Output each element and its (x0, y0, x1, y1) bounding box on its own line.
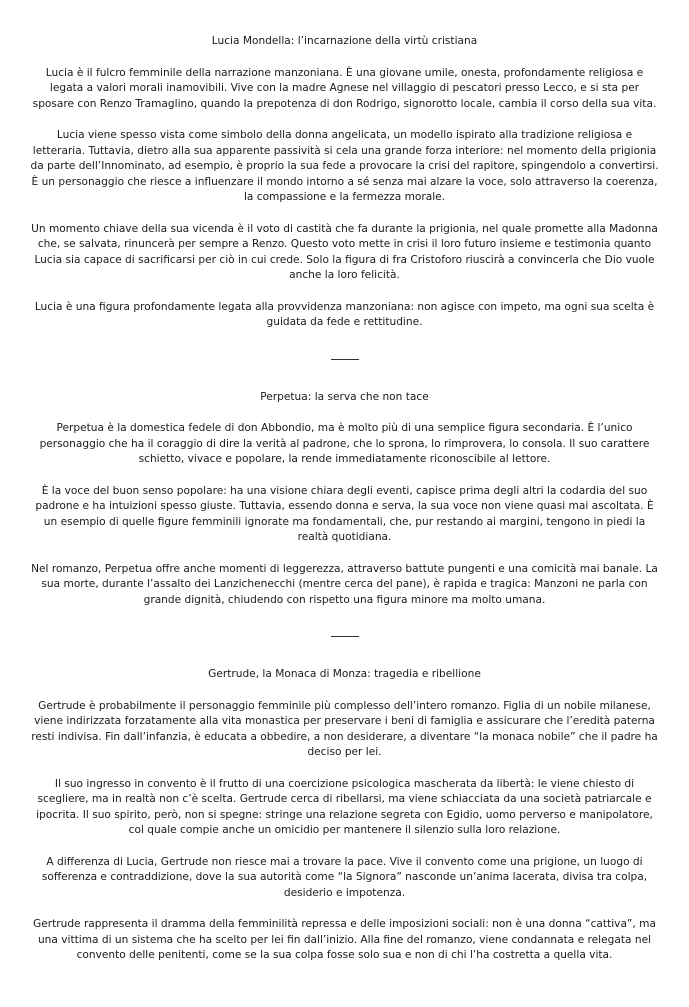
paragraph: Gertrude rappresenta il dramma della femminilità repressa e delle imposizioni sociali: non è una donna “cattiva”, ma una vittima di un sistema che ha scelto per lei fin dall’inizio. Alla fine del romanzo, viene condannata e relegata nel convento delle penitenti, come se la sua colpa fosse solo sua e non di chi l’ha costretta a quella vita. (33, 918, 656, 961)
section-perpetua (30, 390, 659, 609)
section-title: Lucia Mondella: l’incarnazione della virtù cristiana (211, 35, 478, 47)
paragraph: Un momento chiave della sua vicenda è il voto di castità che fa durante la prigionia, nel quale promette alla Madonna che, se salvata, rinuncerà per sempre a Renzo. Questo voto mette in crisi il loro futuro insieme e testimonia quanto Lucia sia capace di sacrificarsi per ciò in cui crede. Solo la figura di fra Cristoforo riuscirà a convincerla che Dio vuole anche la loro felicità. (31, 222, 658, 281)
section-divider (331, 359, 359, 360)
paragraph: Lucia è una figura profondamente legata alla provvidenza manzoniana: non agisce con impeto, ma ogni sua scelta è guidata da fede e rettitudine. (34, 300, 655, 328)
paragraph: Lucia è il fulcro femminile della narrazione manzoniana. È una giovane umile, onesta, profondamente religiosa e legata a valori morali inamovibili. Vive con la madre Agnese nel villaggio di pescatori presso Lecco, e si sta per sposare con Renzo Tramaglino, quando la prepotenza di don Rodrigo, signorotto locale, cambia il corso della sua vita. (32, 66, 657, 110)
section-title: Gertrude, la Monaca di Monza: tragedia e ribellione (208, 668, 481, 680)
section-title: Perpetua: la serva che non tace (260, 390, 429, 403)
paragraph: A differenza di Lucia, Gertrude non riesce mai a trovare la pace. Vive il convento come una prigione, un luogo di sofferenza e contraddizione, dove la sua autorità come “la Signora” nasconde un’anima lacerata, divisa tra colpa, desiderio e impotenza. (41, 855, 648, 899)
paragraph: Perpetua è la domestica fedele di don Abbondio, ma è molto più di una semplice figura secondaria. È l’unico personaggio che ha il coraggio di dire la verità al padrone, che lo sprona, lo rimprovera, lo consola. Il suo carattere schietto, vivace e popolare, la rende immediatamente riconoscibile al lettore. (39, 422, 650, 465)
paragraph: Lucia viene spesso vista come simbolo della donna angelicata, un modello ispirato alla tradizione religiosa e letteraria. Tuttavia, dietro alla sua apparente passività si cela una grande forza interiore: nel momento della prigionia da parte dell’Innominato, ad esempio, è proprio la sua fede a provocare la crisi del rapitore, spingendolo a convertirsi. È un personaggio che riesce a influenzare il mondo intorno a sé senza mai alzare la voce, solo attraverso la coerenza, la compassione e la fermezza morale. (30, 129, 659, 203)
section-gertrude (30, 667, 659, 964)
section-divider (331, 636, 359, 637)
paragraph: È la voce del buon senso popolare: ha una visione chiara degli eventi, capisce prima degli altri la codardia del suo padrone e ha intuizioni spesso giuste. Tuttavia, essendo donna e serva, la sua voce non viene quasi mai ascoltata. È un esempio di quelle figure femminili ignorate ma fondamentali, che, pur restando ai margini, tengono in piedi la realtà quotidiana. (35, 484, 654, 543)
paragraph: Nel romanzo, Perpetua offre anche momenti di leggerezza, attraverso battute pungenti e una comicità mai banale. La sua morte, durante l’assalto dei Lanzichenecchi (mentre cerca del pane), è rapida e tragica: Manzoni ne parla con grande dignità, chiudendo con rispetto una figura minore ma molto umana. (31, 562, 658, 606)
section-lucia (30, 34, 659, 331)
paragraph: Il suo ingresso in convento è il frutto di una coercizione psicologica mascherata da libertà: le viene chiesto di scegliere, ma in realtà non c’è scelta. Gertrude cerca di ribellarsi, ma viene schiacciata da una società patriarcale e ipocrita. Il suo spirito, però, non si spegne: stringe una relazione segreta con Egidio, uomo perverso e manipolatore, col quale compie anche un omicidio per mantenere il silenzio sulla loro relazione. (36, 777, 653, 836)
paragraph: Gertrude è probabilmente il personaggio femminile più complesso dell’intero romanzo. Figlia di un nobile milanese, viene indirizzata forzatamente alla vita monastica per preservare i beni di famiglia e assicurare che l’eredità paterna resti indivisa. Fin dall’infanzia, è educata a obbedire, a non desiderare, a diventare “la monaca nobile” che il padre ha deciso per lei. (31, 699, 658, 758)
